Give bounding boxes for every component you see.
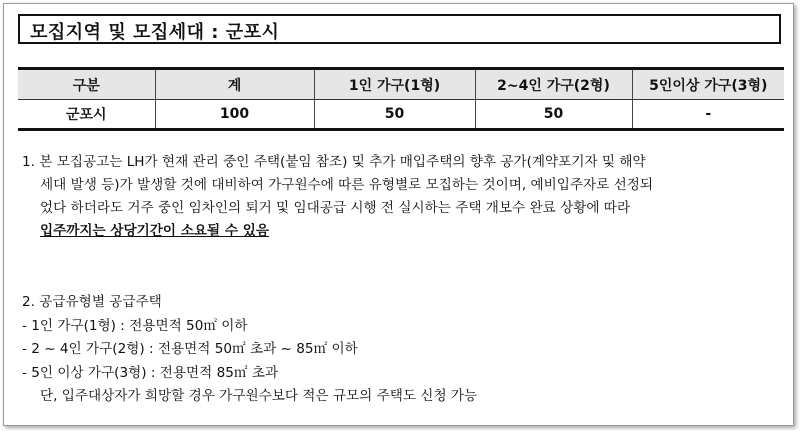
note-1 (22, 151, 792, 243)
header-type2: 2~4인 가구(2형) (475, 69, 632, 100)
note-2-footnote: 단, 입주대상자가 희망할 경우 가구원수보다 적은 규모의 주택도 신청 가능 (40, 388, 478, 404)
note-1-line-1: 1. 본 모집공고는 LH가 현재 관리 중인 주택(붙임 참조) 및 추가 매입주택의 향후 공가(계약포기자 및 해약 (22, 154, 646, 170)
header-type3: 5인이상 가구(3형) (632, 69, 784, 100)
recruitment-table (18, 67, 784, 131)
header-category: 구분 (18, 69, 155, 100)
note-2-item: - 1인 가구(1형) : 전용면적 50㎡ 이하 (22, 317, 248, 334)
cell-type3: - (632, 100, 784, 130)
section-title-box (18, 14, 781, 44)
note-2-heading: 2. 공급유형별 공급주택 (22, 294, 162, 310)
note-2-item: - 2 ~ 4인 가구(2형) : 전용면적 50㎡ 초과 ~ 85㎡ 이하 (22, 341, 358, 357)
cell-type2: 50 (475, 100, 632, 130)
cell-region: 군포시 (18, 100, 155, 130)
section-title: 모집지역 및 모집세대 : 군포시 (30, 22, 280, 43)
table-row (18, 100, 784, 130)
cell-type1: 50 (314, 100, 475, 130)
note-1-line-3: 었다 하더라도 거주 중인 임차인의 퇴거 및 임대공급 시행 전 실시하는 주택 개보수 완료 상황에 따라 (40, 200, 631, 216)
note-2-item: - 5인 이상 가구(3형) : 전용면적 85㎡ 초과 (22, 364, 279, 381)
table-header-row (18, 69, 784, 100)
cell-total: 100 (155, 100, 314, 130)
document-frame (3, 3, 794, 426)
note-1-emphasis: 입주까지는 상당기간이 소요될 수 있음 (40, 223, 270, 239)
header-total: 계 (155, 69, 314, 100)
note-2 (22, 291, 477, 409)
note-1-line-2: 세대 발생 등)가 발생할 것에 대비하여 가구원수에 따른 유형별로 모집하는 것이며, 예비입주자로 선정되 (40, 177, 653, 193)
header-type1: 1인 가구(1형) (314, 69, 475, 100)
